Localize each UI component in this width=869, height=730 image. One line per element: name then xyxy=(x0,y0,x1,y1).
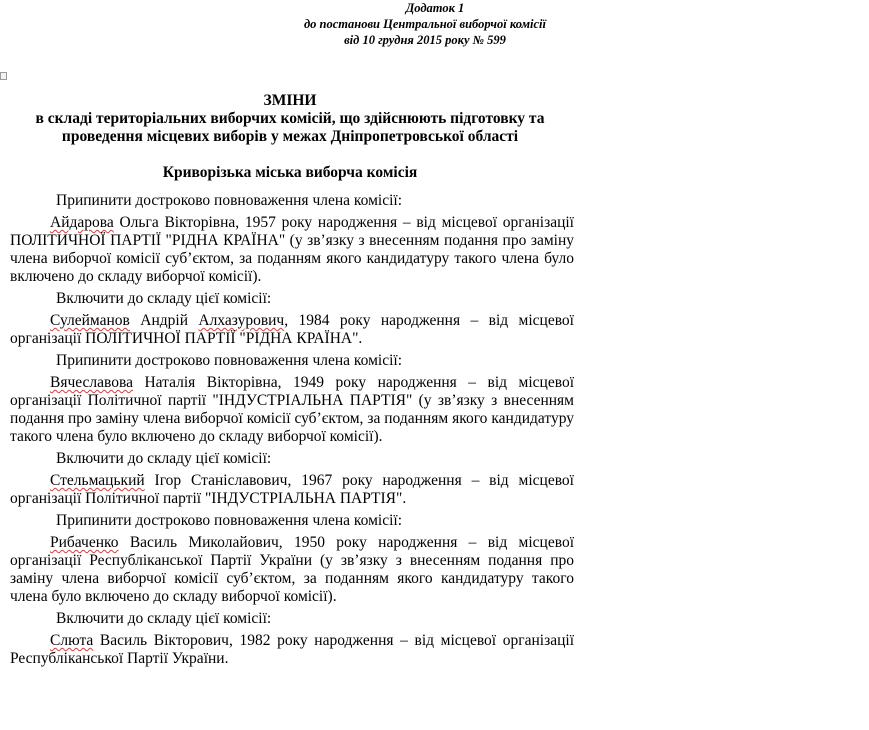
person-surname: Сулейманов xyxy=(50,312,130,329)
document-body xyxy=(10,192,574,672)
action-text: Припинити достроково повноваження члена комісії: xyxy=(56,352,403,369)
document-title xyxy=(0,92,580,146)
person-details: Ольга Вікторівна, 1957 року народження – від місцевої організації ПОЛІТИЧНОЇ ПАРТІЇ "РІДНА КРАЇНА" (у зв’язку з внесенням подання про заміну члена виборчої комісії суб’єктом, за поданням якого кандидатуру такого члена було включено до складу виборчої комісії). xyxy=(10,214,574,285)
action-paragraph xyxy=(10,450,574,468)
action-paragraph xyxy=(10,192,574,210)
person-paragraph xyxy=(10,632,574,668)
person-paragraph xyxy=(10,374,574,446)
person-surname: Вячеславова xyxy=(50,374,133,391)
table-anchor-icon[interactable] xyxy=(0,72,7,80)
action-paragraph xyxy=(10,290,574,308)
action-paragraph xyxy=(10,352,574,370)
person-details-continued: , 1984 року народження – від місцевої організації ПОЛІТИЧНОЇ ПАРТІЇ "РІДНА КРАЇНА". xyxy=(10,312,574,347)
person-details: Василь Миколайович, 1950 року народження – від місцевої організації Республіканської Партії України (у зв’язку з внесенням подання про заміну члена виборчої комісії суб’єктом, за поданням якого кандидатуру такого члена було включено до складу виборчої комісії). xyxy=(10,534,574,605)
person-surname: Рибаченко xyxy=(50,534,119,551)
annex-date: від 10 грудня 2015 року № 599 xyxy=(344,33,506,47)
person-paragraph xyxy=(10,534,574,606)
title-line-3: проведення місцевих виборів у межах Дніпропетровської області xyxy=(61,128,519,145)
person-paragraph xyxy=(10,214,574,286)
person-details: Андрій xyxy=(129,312,199,329)
action-text: Включити до складу цієї комісії: xyxy=(56,290,272,307)
person-paragraph xyxy=(10,472,574,508)
action-paragraph xyxy=(10,512,574,530)
action-text: Включити до складу цієї комісії: xyxy=(56,610,272,627)
person-paragraph xyxy=(10,312,574,348)
person-details: Ігор Станіславович, 1967 року народження – від місцевої організації Політичної партії "ІНДУСТРІАЛЬНА ПАРТІЯ". xyxy=(10,472,574,507)
annex-header xyxy=(240,0,610,48)
person-details: Наталія Вікторівна, 1949 року народження – від місцевої організації Політичної партії "ІНДУСТРІАЛЬНА ПАРТІЯ" (у зв’язку з внесенням подання про заміну члена виборчої комісії суб’єктом, за поданням якого кандидатуру такого члена було включено до складу виборчої комісії). xyxy=(10,374,574,445)
action-text: Включити до складу цієї комісії: xyxy=(56,450,272,467)
person-surname: Слюта xyxy=(50,632,94,649)
title-line-2: в складі територіальних виборчих комісій, що здійснюють підготовку та xyxy=(35,110,545,127)
person-surname: Стельмацький xyxy=(50,472,145,489)
action-text: Припинити достроково повноваження члена комісії: xyxy=(56,512,403,529)
person-surname: Айдарова xyxy=(50,214,114,231)
title-line-1: ЗМІНИ xyxy=(263,92,317,109)
person-details: Василь Вікторович, 1982 року народження – від місцевої організації Республіканської Партії України. xyxy=(10,632,574,667)
commission-heading: Криворізька міська виборча комісія xyxy=(162,164,418,181)
person-patronymic: Алхазурович xyxy=(198,312,285,329)
annex-reference: до постанови Центральної виборчої комісії xyxy=(303,17,547,31)
action-text: Припинити достроково повноваження члена комісії: xyxy=(56,192,403,209)
action-paragraph xyxy=(10,610,574,628)
annex-number: Додаток 1 xyxy=(405,1,465,15)
